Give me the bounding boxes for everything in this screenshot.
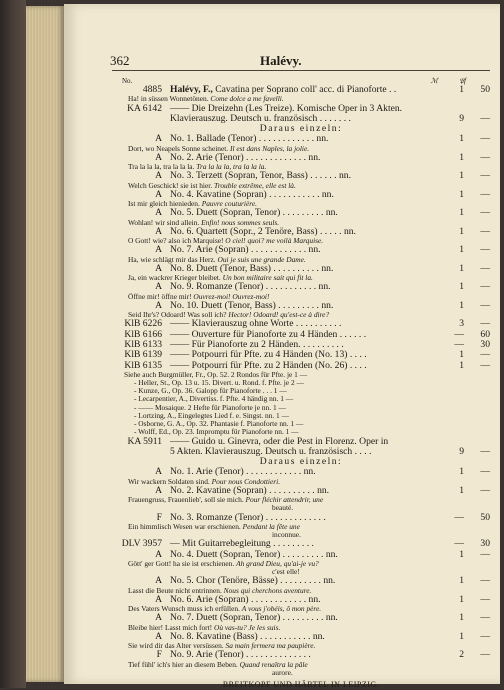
incipit-german: Dort, wo Neapels Sonne scheinet.: [128, 144, 229, 153]
price-mark: 1: [459, 484, 464, 496]
catalog-number: A: [155, 262, 162, 274]
incipit-cont: inconnue.: [272, 531, 301, 540]
incipit: [112, 523, 490, 531]
publisher-footer: BREITKOPF UND HÄRTEL IN LEIPZIG.: [222, 680, 380, 689]
price-pf: —: [480, 188, 490, 200]
catalog-number: A: [155, 299, 162, 311]
price-pf: —: [480, 112, 490, 124]
incipit: [112, 605, 490, 613]
incipit: [112, 293, 490, 301]
incipit-german: Frauengruss, Frauenlieb', soll sie mich.: [128, 496, 244, 505]
price-mark: 1: [459, 170, 464, 182]
see-also-entry: - Lecarpentier, A., Divertiss. f. Pfte. 4 händig nn. 1 —: [134, 395, 294, 404]
catalog-entry: [112, 361, 490, 371]
catalog-number: A: [155, 612, 162, 624]
price-mark: —: [454, 338, 464, 350]
price-pf: —: [480, 612, 490, 624]
incipit-german: Tra la la la, tra la la la.: [128, 163, 195, 172]
incipit: [112, 219, 490, 227]
price-pf: 60: [480, 328, 490, 340]
col-mark: ℳ: [430, 77, 438, 85]
incipit: Ha! in süssen Wonnetönen. Come dolce a me favelli.: [128, 95, 284, 104]
catalog-entry: [112, 245, 490, 255]
catalog-entry: [112, 650, 490, 660]
incipit-german: Wir wackern Soldaten sind.: [128, 477, 210, 486]
incipit-cont: aurore.: [272, 668, 293, 677]
see-also-entry: - Lortzing, A., Eingelegtes Lied f. e. Singst. nn. 1 —: [134, 411, 289, 420]
price-mark: 1: [459, 575, 464, 587]
catalog-entry: [112, 171, 490, 181]
incipit-french: Pauvre couturière.: [201, 200, 257, 209]
catalog-entry: [112, 282, 490, 292]
incipit-french: Ouvrez-moi! Ouvrez-moi!: [193, 292, 270, 301]
price-mark: 1: [459, 630, 464, 642]
price-mark: 9: [459, 445, 464, 457]
price-pf: —: [480, 593, 490, 605]
price-pf: —: [480, 133, 490, 145]
price-pf: 30: [480, 538, 490, 550]
incipit: [112, 560, 490, 568]
composer-name: Halévy, F.,: [170, 85, 213, 95]
price-pf: —: [480, 484, 490, 496]
price-pf: —: [480, 262, 490, 274]
page-edges: [26, 6, 64, 682]
catalog-number: A: [155, 575, 162, 587]
price-mark: 3: [459, 318, 464, 330]
price-mark: —: [454, 328, 464, 340]
price-mark: 9: [459, 112, 464, 124]
running-title: Halévy.: [260, 53, 302, 68]
catalog-entry: [112, 340, 490, 350]
price-pf: —: [480, 299, 490, 311]
incipit-french: O ciel! quoi? me voilà Marquise.: [225, 237, 324, 246]
catalog-number: A: [155, 466, 162, 478]
header-rule: [112, 70, 490, 71]
entry-title: —— Die Dreizehn (Les Treize). Komische Oper in 3 Akten.: [170, 103, 403, 114]
incipit: [112, 163, 490, 171]
catalog-number: A: [155, 630, 162, 642]
price-pf: —: [480, 649, 490, 661]
catalog-number: KlB 6133: [124, 338, 162, 350]
entry-title: No. 5. Duett (Sopran, Tenor) . . . . . . . . . nn.: [170, 208, 338, 219]
incipit-french: Il est dans Naples, la jolie.: [230, 144, 310, 153]
price-mark: 1: [459, 262, 464, 274]
catalog-entry: [112, 632, 490, 642]
price-mark: 1: [459, 359, 464, 371]
incipit-french: Pour nous Condottieri.: [211, 477, 281, 486]
price-mark: 1: [459, 133, 464, 145]
incipit-french: Trouble extrême, elle est là.: [214, 181, 296, 190]
incipit-french: Où vas-tu? Je les suis.: [214, 623, 281, 632]
section-heading: Daraus einzeln:: [259, 456, 343, 468]
catalog-entry: [112, 85, 490, 95]
incipit-french: Enfin! nous sommes seuls.: [201, 218, 280, 227]
price-mark: 1: [459, 225, 464, 237]
catalog-entry: [112, 264, 490, 274]
incipit-french: Pour fléchir attendrir, une: [245, 496, 324, 505]
entry-title: No. 3. Romanze (Tenor) . . . . . . . . . . . . .: [170, 512, 326, 523]
catalog-entry: [112, 227, 490, 237]
incipit-french: Nous qui cherchons aventure.: [223, 586, 312, 595]
incipit-french: Sa main fermera ma paupière.: [225, 642, 316, 651]
entry-title: No. 7. Duett (Sopran, Tenor) . . . . . . . . . nn.: [170, 613, 338, 624]
catalog-number: 4885: [142, 84, 162, 95]
catalog-entry: [112, 437, 490, 447]
entry-title: No. 7. Arie (Sopran) . . . . . . . . . . . . nn.: [170, 245, 321, 256]
entry-title: No. 4. Kavatine (Sopran) . . . . . . . . . . . nn.: [170, 189, 334, 200]
catalog-number: KlB 6226: [124, 318, 162, 330]
catalog-entry: [112, 513, 490, 523]
see-also-entry: Siehe auch Burgmüller, Fr., Op. 52. 2 Rondos für Pfte. je 1 —: [124, 370, 308, 379]
catalog-entry: [112, 190, 490, 200]
incipit-french: Un bon militaire sait qui fit la.: [222, 274, 313, 283]
entry-title: —— Für Pianoforte zu 2 Händen. . . . . . . . . .: [170, 339, 344, 350]
incipit-german: Des Vaters Wunsch muss ich erfüllen.: [128, 605, 240, 614]
entry-title-cont: Klavierauszug. Deutsch u. französisch . . . . . . .: [170, 113, 351, 124]
catalog-number: A: [155, 188, 162, 200]
entry-title-cont: 5 Akten. Klavierauszug. Deutsch u. französisch . . . .: [170, 446, 372, 457]
incipit-german: Welch Geschick! sie ist hier.: [128, 181, 213, 190]
incipit: [112, 237, 490, 245]
incipit-german: Wohlan! wir sind allein.: [128, 218, 200, 227]
catalog-number: A: [155, 225, 162, 237]
entry-title: No. 3. Terzett (Sopran, Tenor, Bass) . . . . . . nn.: [170, 171, 351, 182]
catalog-number: A: [155, 207, 162, 219]
entry-title: No. 2. Kavatine (Sopran) . . . . . . . . . . nn.: [170, 485, 330, 496]
catalog-entry: [112, 539, 490, 549]
incipit: [112, 496, 490, 504]
price-pf: 30: [480, 338, 490, 350]
catalog-entry: [112, 153, 490, 163]
incipit-german: Seid Ihr's? Odoard! Was soll ich?: [128, 311, 227, 320]
price-pf: —: [480, 207, 490, 219]
price-pf: —: [480, 349, 490, 361]
catalog-number: A: [155, 244, 162, 256]
incipit-german: Tief fühl' ich's hier an diesem Beben.: [128, 660, 238, 669]
price-pf: —: [480, 359, 490, 371]
incipit: [112, 642, 490, 650]
incipit-german: O Gott! wie? also ich Marquise!: [128, 237, 224, 246]
incipit-french: Oui je suis une grande Dame.: [217, 255, 306, 264]
entry-title: No. 6. Quartett (Sopr., 2 Tenöre, Bass) . . . . . nn.: [170, 226, 356, 237]
catalog-entry: [112, 208, 490, 218]
price-mark: 1: [459, 244, 464, 256]
section-heading: Daraus einzeln:: [259, 123, 343, 135]
col-no: No.: [122, 77, 133, 85]
see-also-entry: - Osborne, G. A., Op. 32. Phantasie f. Pianoforte nn. 1 —: [134, 420, 304, 429]
price-mark: 1: [459, 207, 464, 219]
incipit: [112, 200, 490, 208]
price-mark: —: [454, 511, 464, 523]
price-mark: 1: [459, 349, 464, 361]
entry-title: —— Ouverture für Pianoforte zu 4 Händen . . . . . .: [170, 329, 367, 340]
price-pf: 50: [480, 511, 490, 523]
incipit-german: Ha, wie schlägt mir das Herz.: [128, 255, 216, 264]
see-also-entry: - Heller, St., Op. 13 u. 15. Divert. u. Rond. f. Pfte. je 2 —: [134, 379, 304, 388]
see-also-entry: - Wolff, Ed., Op. 23. Impromptu für Pianoforte nn. 1 —: [134, 428, 299, 437]
column-headers: [112, 76, 490, 85]
catalog-number: KlB 6166: [124, 328, 162, 340]
incipit-french: Pendant la fête une: [242, 522, 300, 531]
price-mark: 1: [459, 466, 464, 478]
catalog-entry: [112, 467, 490, 477]
incipit-german: Gött' ger Gott! ha sie ist erschienen.: [128, 559, 235, 568]
incipit: [112, 182, 490, 190]
catalog-number: A: [155, 548, 162, 560]
price-pf: —: [480, 244, 490, 256]
price-mark: 1: [459, 612, 464, 624]
entry-title: Cavatina per Soprano coll' acc. di Pianoforte . .: [215, 85, 397, 95]
price-mark: 1: [459, 151, 464, 163]
entry-title: No. 6. Arie (Sopran) . . . . . . . . . . . . nn.: [170, 594, 321, 605]
price-mark: 1: [459, 281, 464, 293]
incipit-cont: beauté.: [272, 504, 294, 513]
catalog-entry: [112, 134, 490, 144]
see-also-list: [112, 371, 490, 437]
catalog-number: DLV 3957: [121, 538, 162, 550]
entry-title: —— Klavierauszug ohne Worte . . . . . . . . . .: [170, 319, 342, 330]
catalog-entry: [112, 104, 490, 114]
entry-title: No. 4. Duett (Sopran, Tenor) . . . . . . . . . nn.: [170, 549, 338, 560]
price-mark: 1: [459, 188, 464, 200]
price-pf: —: [480, 225, 490, 237]
entry-title: No. 5. Chor (Tenöre, Bässe) . . . . . . . . . nn.: [170, 576, 336, 587]
incipit-german: Öffne mir! öffne mir!: [128, 292, 192, 301]
incipit: [112, 478, 490, 486]
price-pf: —: [480, 575, 490, 587]
incipit-german: Ein himmlisch Wesen war erschienen.: [128, 522, 241, 531]
price-pf: —: [480, 445, 490, 457]
price-mark: 1: [459, 593, 464, 605]
incipit-french: Quand renaîtra la pâle: [239, 660, 308, 669]
incipit: [112, 274, 490, 282]
entry-title: — Mit Guitarrebegleitung . . . . . . . . .: [170, 539, 314, 550]
entry-title: —— Potpourri für Pfte. zu 4 Händen (No. 13) . . . .: [170, 350, 367, 361]
arrangement-list: [112, 319, 490, 370]
catalog-number: A: [155, 133, 162, 145]
catalog-number: KlB 6135: [124, 359, 162, 371]
price-mark: 1: [459, 548, 464, 560]
price-pf: —: [480, 466, 490, 478]
incipit-french: Hector! Odoard! qu'est-ce à dire?: [228, 311, 330, 320]
catalog-number: F: [156, 649, 162, 661]
entry-title: —— Potpourri für Pfte. zu 2 Händen (No. 26) . . . .: [170, 360, 367, 371]
entry-title: No. 9. Romanze (Tenor) . . . . . . . . . . . nn.: [170, 282, 331, 293]
incipit-german: Ja, ein wackrer Krieger bleibet.: [128, 274, 221, 283]
incipit: [112, 311, 490, 319]
catalog-number: KA 6142: [127, 102, 162, 114]
catalog-entry: [112, 350, 490, 360]
entry-title: No. 1. Arie (Tenor) . . . . . . . . . . . . nn.: [170, 467, 316, 478]
price-pf: —: [480, 548, 490, 560]
incipit-german: Sie wird dir das Alter versüssen.: [128, 642, 224, 651]
entry-title: No. 1. Ballade (Tenor) . . . . . . . . . . . . nn.: [170, 134, 329, 145]
catalog-entry: [112, 319, 490, 329]
catalog-entry: [112, 595, 490, 605]
incipit-german: Lasst die Beute nicht entrinnen.: [128, 586, 222, 595]
catalog-number: A: [155, 170, 162, 182]
catalog-number: KA 5911: [127, 435, 162, 447]
catalog-number: KlB 6139: [124, 349, 162, 361]
entry-title: —— Guido u. Ginevra, oder die Pest in Florenz. Oper in: [170, 436, 389, 447]
catalog-number: F: [156, 511, 162, 523]
incipit: [112, 256, 490, 264]
catalog-entry: [112, 330, 490, 340]
entry-title: No. 8. Kavatine (Bass) . . . . . . . . . . . nn.: [170, 631, 325, 642]
incipit-cont: c'est elle!: [272, 568, 300, 577]
incipit-french: A vous j'obéis, ô mon père.: [241, 605, 322, 614]
price-pf: —: [480, 170, 490, 182]
price-mark: 1: [459, 84, 464, 95]
see-also-entry: - —— Mosaique. 2 Hefte für Pianoforte je nn. 1 —: [134, 403, 286, 412]
book-spine: [0, 0, 26, 688]
catalog-entry: [112, 486, 490, 496]
catalog-entry: [112, 301, 490, 311]
incipit-french: Tra la la la, tra la la la.: [196, 163, 267, 172]
col-pf: 𝔓f: [459, 77, 466, 85]
price-pf: —: [480, 630, 490, 642]
price-mark: —: [454, 538, 464, 550]
price-pf: 50: [480, 84, 490, 95]
price-pf: —: [480, 281, 490, 293]
catalog-number: A: [155, 151, 162, 163]
entry-title: No. 2. Arie (Tenor) . . . . . . . . . . . . . nn.: [170, 152, 321, 163]
incipit: [112, 145, 490, 153]
catalog-entry: [112, 550, 490, 560]
see-also-entry: - Kunze, G., Op. 36. Galopp für Pianoforte . . . 1 —: [134, 387, 287, 396]
entry-title: No. 8. Duett (Tenor, Bass) . . . . . . . . . . nn.: [170, 263, 334, 274]
catalog-entry: [112, 613, 490, 623]
catalog-number: A: [155, 484, 162, 496]
incipit: [112, 624, 490, 632]
price-pf: —: [480, 151, 490, 163]
catalog-listing: [112, 76, 490, 690]
incipit-french: Ah grand Dieu, qu'ai-je vu?: [236, 559, 319, 568]
incipit-german: Bleibe hier! Lasst mich fort!: [128, 623, 213, 632]
item-list: [112, 467, 490, 677]
incipit: [112, 587, 490, 595]
catalog-number: A: [155, 593, 162, 605]
entry-title: No. 10. Duett (Tenor, Bass) . . . . . . . . . nn.: [170, 300, 334, 311]
price-mark: 2: [459, 649, 464, 661]
catalog-entry: [112, 576, 490, 586]
incipit: [112, 661, 490, 669]
item-list: [112, 134, 490, 319]
incipit-german: Ist mir gleich hienieden.: [128, 200, 200, 209]
catalog-number: A: [155, 281, 162, 293]
page-number: 362: [110, 53, 130, 68]
price-pf: —: [480, 318, 490, 330]
entry-title: No. 9. Arie (Tenor) . . . . . . . . . . . . . .: [170, 650, 311, 661]
price-mark: 1: [459, 299, 464, 311]
